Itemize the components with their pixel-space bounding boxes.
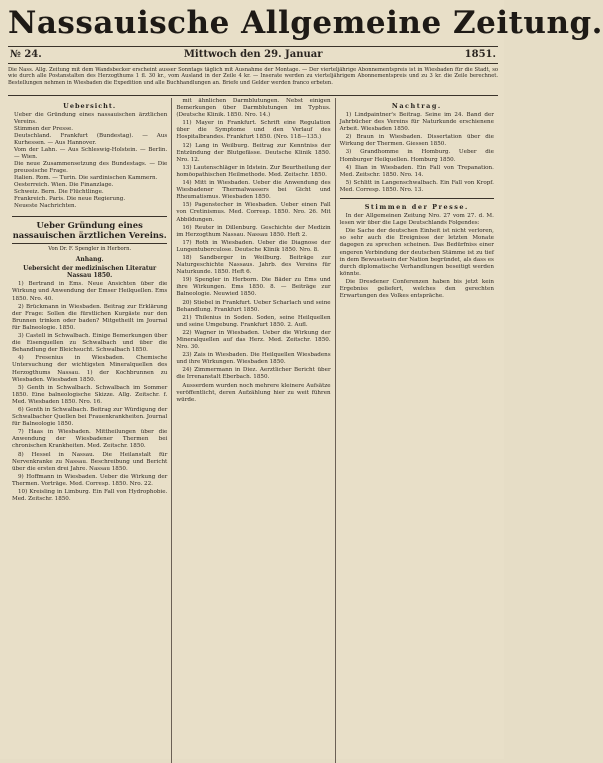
paragraph: 5) Genth in Schwalbach. Schwalbach im Sommer 1850. Eine balneologische Skizze. Allg. Zeitschr. f. Med. Wiesbaden 1850. Nro. 16. — [12, 384, 168, 405]
paragraph: 7) Haas in Wiesbaden. Mittheilungen über die Anwendung der Wiesbadener Thermen bei chronischen Krankheiten. Med. Zeitschr. 1850. — [12, 429, 168, 450]
paragraph: 6) Genth in Schwalbach. Beitrag zur Würdigung der Schwalbacher Quellen bei Frauenkrankheiten. Journal für Balneologie 1850. — [12, 406, 168, 428]
subscription-notice: Die Nass. Allg. Zeitung mit dem Wandsbecker erscheint ausser Sonntags täglich mit Ausnahme der Montage. — Der vierteljährige Abonnementspreis ist in Wiesbaden für die Stadt, so wie durch alle Postanstalten des Herzogthums 1 fl. 30 kr., vom Ausland in der Zeile 4 kr. — Inserate werden zu vierteljährigem Abonnementspreis und zu 3 kr. die Zeile berechnet. Bestellungen nehmen in Wiesbaden die Expedition und alle Buchhandlungen an. Briefe und Gelder werden franco erbeten. — [8, 67, 498, 96]
paragraph: 20) Stiebel in Frankfurt. Ueber Scharlach und seine Behandlung. Frankfurt 1850. — [176, 299, 331, 313]
paragraph: Die Dresdener Conferenzen haben bis jetzt kein Ergebniss geliefert, welches den gerechten Erwartungen des Volkes entspräche. — [339, 278, 494, 300]
paragraph: Die Sache der deutschen Einheit ist nicht verloren, so sehr auch die Ereignisse der letzten Monate dagegen zu sprechen scheinen. Das Bedürfniss einer engeren Verbindung der deutschen Stämme ist zu tief in dem Bewusstsein der Nation begründet, als dass es durch diplomatische Verhandlungen beseitigt werden könnte. — [339, 228, 494, 277]
paragraph: In der Allgemeinen Zeitung Nro. 27 vom 27. d. M. lesen wir über die Lage Deutschlands Folgendes: — [339, 213, 494, 227]
paragraph: 19) Spengler in Herborn. Die Bäder zu Ems und ihre Wirkungen. Ems 1850. 8. — Beiträge zur Balneologie. Neuwied 1850. — [176, 277, 331, 298]
contents-item: Ueber die Gründung eines nassauischen ärztlichen Vereins. — [14, 112, 168, 125]
press-body — [340, 213, 494, 300]
columns — [8, 98, 498, 763]
paragraph: 17) Roth in Wiesbaden. Ueber die Diagnose der Lungentuberculose. Deutsche Klinik 1850. Nro. 8. — [176, 239, 331, 253]
paragraph: 4) Ilian in Wiesbaden. Ein Fall von Trepanation. Med. Zeitschr. 1850. Nro. 14. — [339, 164, 494, 178]
paragraph: 24) Zimmermann in Diez. Aerztlicher Bericht über die Irrenanstalt Eberbach. 1850. — [176, 367, 331, 381]
paragraph: 12) Lang in Weilburg. Beitrag zur Kenntniss der Entzündung der Blutgefässe. Deutsche Klinik 1850. Nro. 12. — [176, 142, 331, 163]
paragraph: 21) Thilenius in Soden. Soden, seine Heilquellen und seine Umgebung. Frankfurt 1850. 2. Aufl. — [176, 314, 331, 328]
column-1 — [8, 98, 171, 763]
column-3 — [335, 98, 498, 763]
contents-item: Die neue Zusammensetzung des Bundestags. — Die preussische Frage. — [14, 161, 168, 174]
contents-item: Oesterreich. Wien. Die Finanzlage. — [14, 182, 114, 188]
contents-item: Stimmen der Presse. — [14, 126, 74, 132]
masthead-title: Nassauische Allgemeine Zeitung. — [8, 5, 603, 41]
column-2-body — [176, 98, 330, 404]
paragraph: 1) Bertrand in Ems. Neue Ansichten über die Wirkung und Anwendung der Emser Heilquellen. Ems 1850. Nro. 40. — [12, 281, 168, 302]
contents-title: Uebersicht. — [63, 102, 117, 110]
addendum-title: Nachtrag. — [391, 102, 442, 110]
article-byline: Von Dr. F. Spengler in Herborn. — [48, 246, 132, 252]
column-1-body — [12, 281, 167, 503]
paragraph: Ausserdem wurden noch mehrere kleinere Aufsätze veröffentlicht, deren Aufzählung hier zu weit führen würde. — [176, 382, 331, 403]
paragraph: 1) Lindpaintner's Beitrag. Seine im 24. Band der Jahrbücher des Vereins für Naturkunde erschienene Arbeit. Wiesbaden 1850. — [339, 112, 494, 133]
paragraph: 10) Kreisling in Limburg. Ein Fall von Hydrophobie. Med. Zeitschr. 1850. — [12, 489, 168, 503]
contents-list — [14, 112, 167, 210]
issue-number: № 24. — [10, 49, 42, 60]
contents-item: Frankreich. Paris. Die neue Regierung. — [14, 196, 126, 202]
paragraph: 8) Hessel in Nassau. Die Heilanstalt für Nervenkranke zu Nassau. Beschreibung und Bericht über die ersten drei Jahre. Nassau 1850. — [12, 451, 168, 472]
paragraph: 18) Sandberger in Weilburg. Beiträge zur Naturgeschichte Nassaus. Jahrb. des Vereins für Naturkunde. 1850. Heft 6. — [176, 254, 331, 276]
issue-year: 1851. — [464, 49, 496, 60]
contents-item: Schweiz. Bern. Die Flüchtlinge. — [14, 189, 104, 195]
contents-item: Italien. Rom. — Turin. Die sardinischen Kammern. — [14, 175, 158, 181]
contents-item: Neueste Nachrichten. — [14, 203, 77, 209]
contents-item: Deutschland. Frankfurt (Bundestag). — Aus Kurhessen. — Aus Hannover. — [14, 133, 168, 146]
issue-date: Mittwoch den 29. Januar — [183, 49, 323, 60]
section-divider — [340, 198, 494, 199]
column-3-body — [340, 112, 494, 194]
paragraph: 14) Mitt in Wiesbaden. Ueber die Anwendung des Wiesbadener Thermalwassers bei Gicht und Rheumatismus. Wiesbaden 1850. — [176, 180, 331, 201]
press-section-title: Stimmen der Presse. — [364, 203, 469, 212]
paragraph: 11) Mayer in Frankfurt. Schrift eine Regulation über die Symptome und den Verlauf des Hospitalbrandes. Frankfurt 1850. (Nro. 118—135.) — [176, 120, 331, 141]
column-2 — [171, 98, 334, 763]
article-title: Ueber Gründung eines nassauischen ärztlichen Vereins. — [12, 216, 167, 244]
paragraph: 23) Zais in Wiesbaden. Die Heilquellen Wiesbadens und ihre Wirkungen. Wiesbaden 1850. — [176, 352, 331, 366]
paragraph: 9) Hoffmann in Wiesbaden. Ueber die Wirkung der Thermen. Vorträge. Med. Corresp. 1850. Nro. 22. — [12, 473, 168, 487]
dateline — [8, 46, 498, 64]
paragraph: 13) Lautenschläger in Idstein. Zur Beurtheilung der homöopathischen Heilmethode. Med. Zeitschr. 1850. — [176, 164, 331, 178]
paragraph: 3) Castell in Schwalbach. Einige Bemerkungen über die Eisenquellen zu Schwalbach und über die Behandlung der Bleichsucht. Schwalbach 1850. — [12, 333, 168, 354]
paragraph: 22) Wagner in Wiesbaden. Ueber die Wirkung der Mineralquellen auf das Herz. Med. Zeitschr. 1850. Nro. 30. — [176, 329, 331, 351]
paragraph: 3) Grandhomme in Homburg. Ueber die Homburger Heilquellen. Homburg 1850. — [339, 149, 494, 163]
contents-item: Vom der Lahn. — Aus Schleswig-Holstein. — Berlin. — Wien. — [14, 147, 168, 160]
article-part: Anhang. — [75, 256, 104, 264]
paragraph: mit ähnlichen Darmblutungen. Nebst einigen Bemerkungen über Darmblutungen im Typhus. (Deutsche Klinik. 1850. Nro. 14.) — [176, 98, 331, 119]
article-subtitle: Uebersicht der medizinischen Literatur Nassau 1850. — [23, 265, 157, 280]
paragraph: 2) Brückmann in Wiesbaden. Beitrag zur Erklärung der Frage: Sollen die fürstlichen Kurgäste nur den Brunnen trinken oder baden? Mitgetheilt im Journal für Balneologie. 1850. — [12, 303, 168, 331]
paragraph: 16) Reuter in Dillenburg. Geschichte der Medizin im Herzogthum Nassau. Nassau 1850. Heft 2. — [176, 224, 331, 238]
paragraph: 4) Fresenius in Wiesbaden. Chemische Untersuchung der wichtigsten Mineralquellen des Herzogthums Nassau. 1) der Kochbrunnen zu Wiesbaden. Wiesbaden 1850. — [12, 355, 168, 383]
paragraph: 5) Schlitt in Langenschwalbach. Ein Fall von Kropf. Med. Corresp. 1850. Nro. 13. — [339, 179, 494, 193]
paragraph: 15) Pagenstecher in Wiesbaden. Ueber einen Fall von Cretinismus. Med. Corresp. 1850. Nro. 26. Mit Abbildungen. — [176, 202, 331, 223]
paragraph: 2) Braun in Wiesbaden. Dissertation über die Wirkung der Thermen. Giessen 1850. — [339, 134, 494, 148]
